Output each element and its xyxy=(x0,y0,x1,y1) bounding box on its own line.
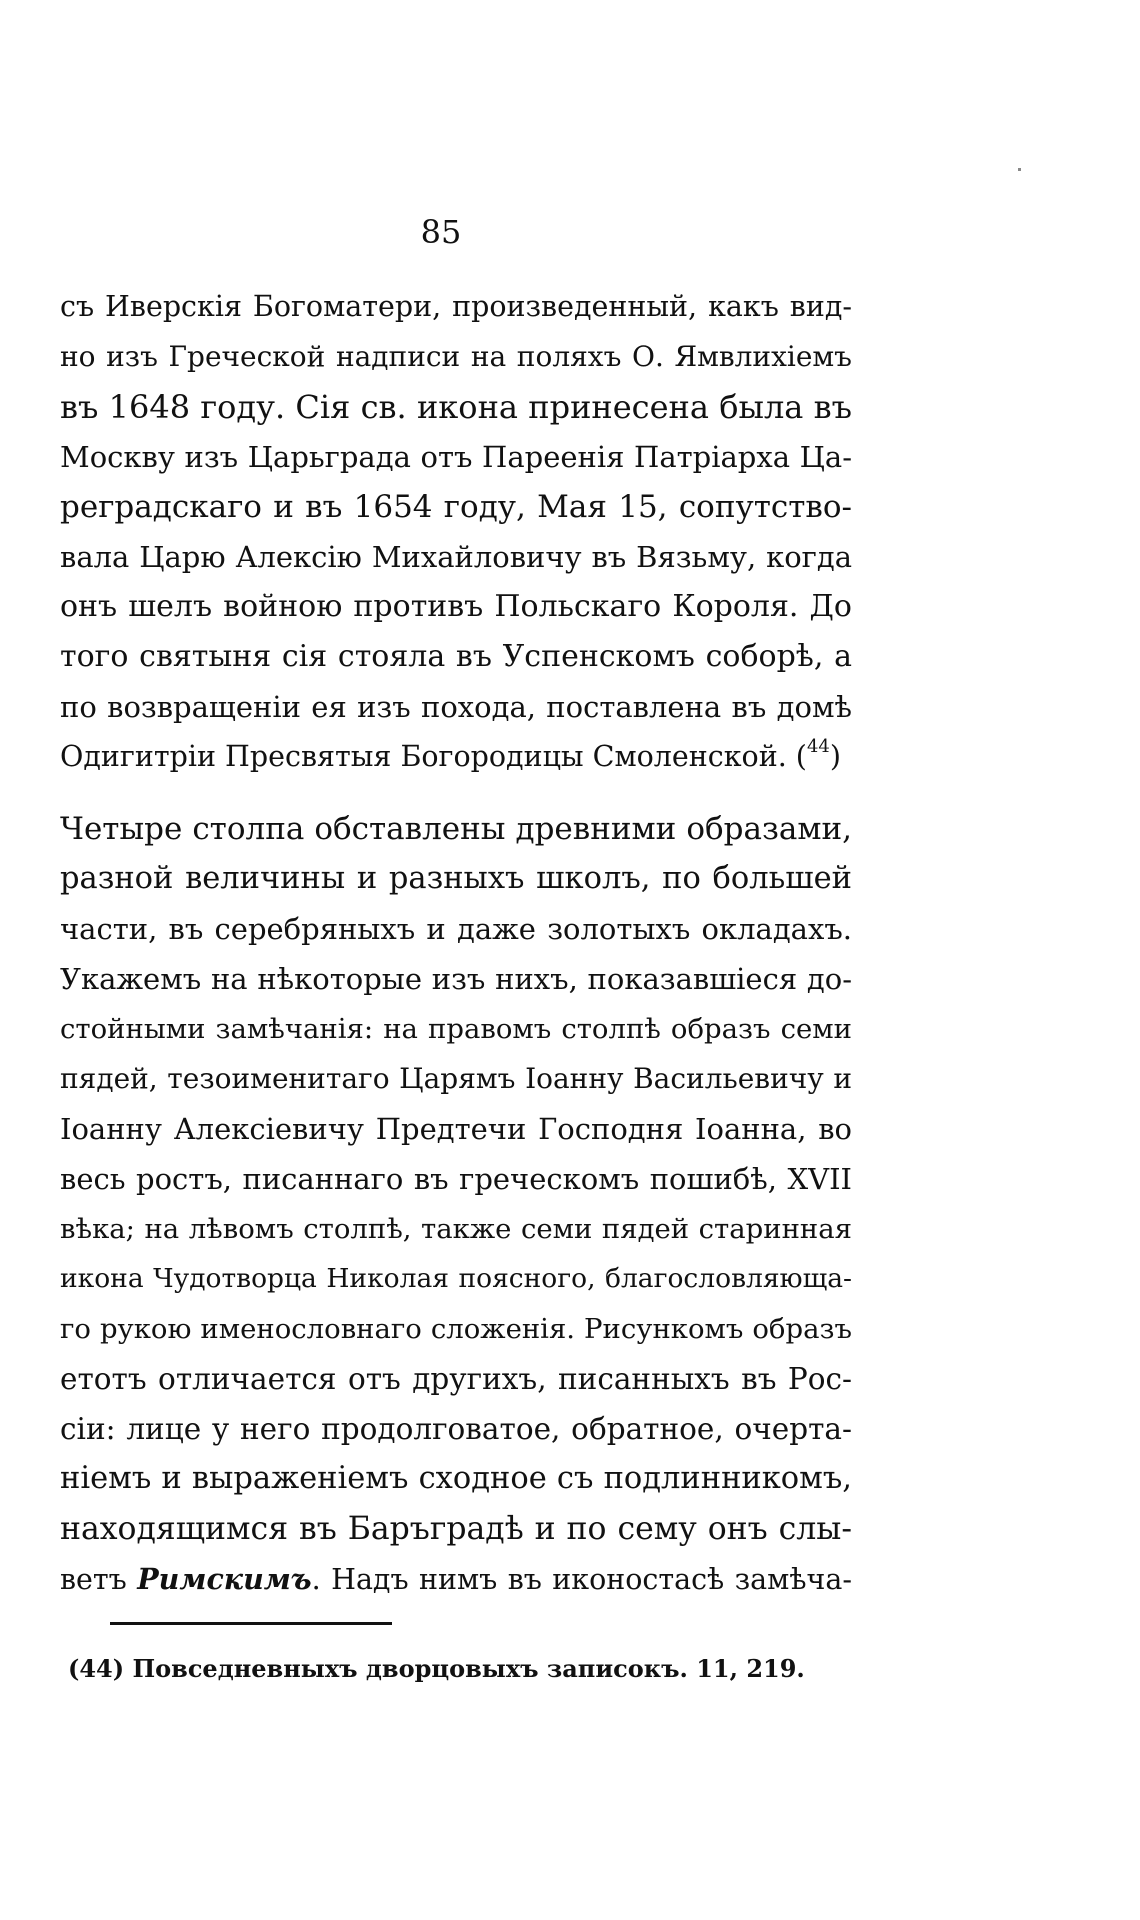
scan-speck xyxy=(1018,168,1021,171)
body-text xyxy=(60,282,852,1604)
text-line: части, въ серебряныхъ и даже золотыхъ окладахъ. xyxy=(60,912,852,946)
text-line-last xyxy=(60,732,852,782)
paragraph-1 xyxy=(60,282,852,782)
text-line: вала Царю Алексію Михайловичу въ Вязьму, когда xyxy=(60,540,852,574)
text-line: пядей, тезоименитаго Царямъ Іоанну Васильевичу и xyxy=(60,1062,852,1095)
text-line: по возвращеніи ея изъ похода, поставлена въ домѣ xyxy=(60,690,852,724)
paragraph-2 xyxy=(60,804,852,1604)
text-line: сіи: лице у него продолговатое, обратное, очерта- xyxy=(60,1412,852,1446)
text-fragment: ветъ xyxy=(60,1563,138,1596)
text-line: го рукою именословнаго сложенія. Рисункомъ образъ xyxy=(60,1313,852,1345)
text-line: Четыре столпа обставлены древними образами, xyxy=(60,811,852,847)
text-line: онъ шелъ войною противъ Польскаго Короля. До xyxy=(60,589,852,624)
page-number: 85 xyxy=(420,213,462,251)
text-line: весь ростъ, писаннаго въ греческомъ пошибѣ, XVII xyxy=(60,1162,852,1196)
text-line: того святыня сія стояла въ Успенскомъ соборѣ, а xyxy=(60,639,852,674)
text-line: въ 1648 году. Сія св. икона принесена была въ xyxy=(60,388,852,426)
footnote-divider xyxy=(110,1622,392,1625)
text-line: икона Чудотворца Николая поясного, благословляюща- xyxy=(60,1263,852,1294)
emphasized-word: Римскимъ xyxy=(137,1562,312,1596)
text-line: етотъ отличается отъ другихъ, писанныхъ въ Рос- xyxy=(60,1362,852,1396)
text-line: ніемъ и выраженіемъ сходное съ подлинникомъ, xyxy=(60,1461,852,1496)
text-line: вѣка; на лѣвомъ столпѣ, также семи пядей старинная xyxy=(60,1213,852,1245)
text-line-last xyxy=(60,1554,852,1604)
text-line: но изъ Греческой надписи на поляхъ О. Ямвлихіемъ xyxy=(60,340,852,373)
text-line: Москву изъ Царьграда отъ Пареенія Патріарха Ца- xyxy=(60,440,852,474)
footnote-reference[interactable]: 44 xyxy=(806,736,830,757)
text-fragment: Одигитріи Пресвятыя Богородицы Смоленской. ( xyxy=(60,740,807,773)
footnote: (44) Повседневныхъ дворцовыхъ записокъ. 11, 219. xyxy=(68,1654,805,1683)
text-fragment: ) xyxy=(829,740,841,773)
text-line: находящимся въ Баръградѣ и по сему онъ слы- xyxy=(60,1511,852,1547)
text-line: разной величины и разныхъ школъ, по большей xyxy=(60,861,852,896)
text-fragment: . Надъ нимъ въ иконостасѣ замѣча- xyxy=(311,1563,852,1596)
paragraph-gap xyxy=(60,782,852,804)
text-line: съ Иверскія Богоматери, произведенный, какъ вид- xyxy=(60,290,852,323)
text-line: реградскаго и въ 1654 году, Мая 15, сопутство- xyxy=(60,489,852,525)
text-line: Іоанну Алексіевичу Предтечи Господня Іоанна, во xyxy=(60,1112,852,1146)
text-line: стойными замѣчанія: на правомъ столпѣ образъ семи xyxy=(60,1013,852,1045)
text-line: Укажемъ на нѣкоторые изъ нихъ, показавшіеся до- xyxy=(60,962,852,996)
